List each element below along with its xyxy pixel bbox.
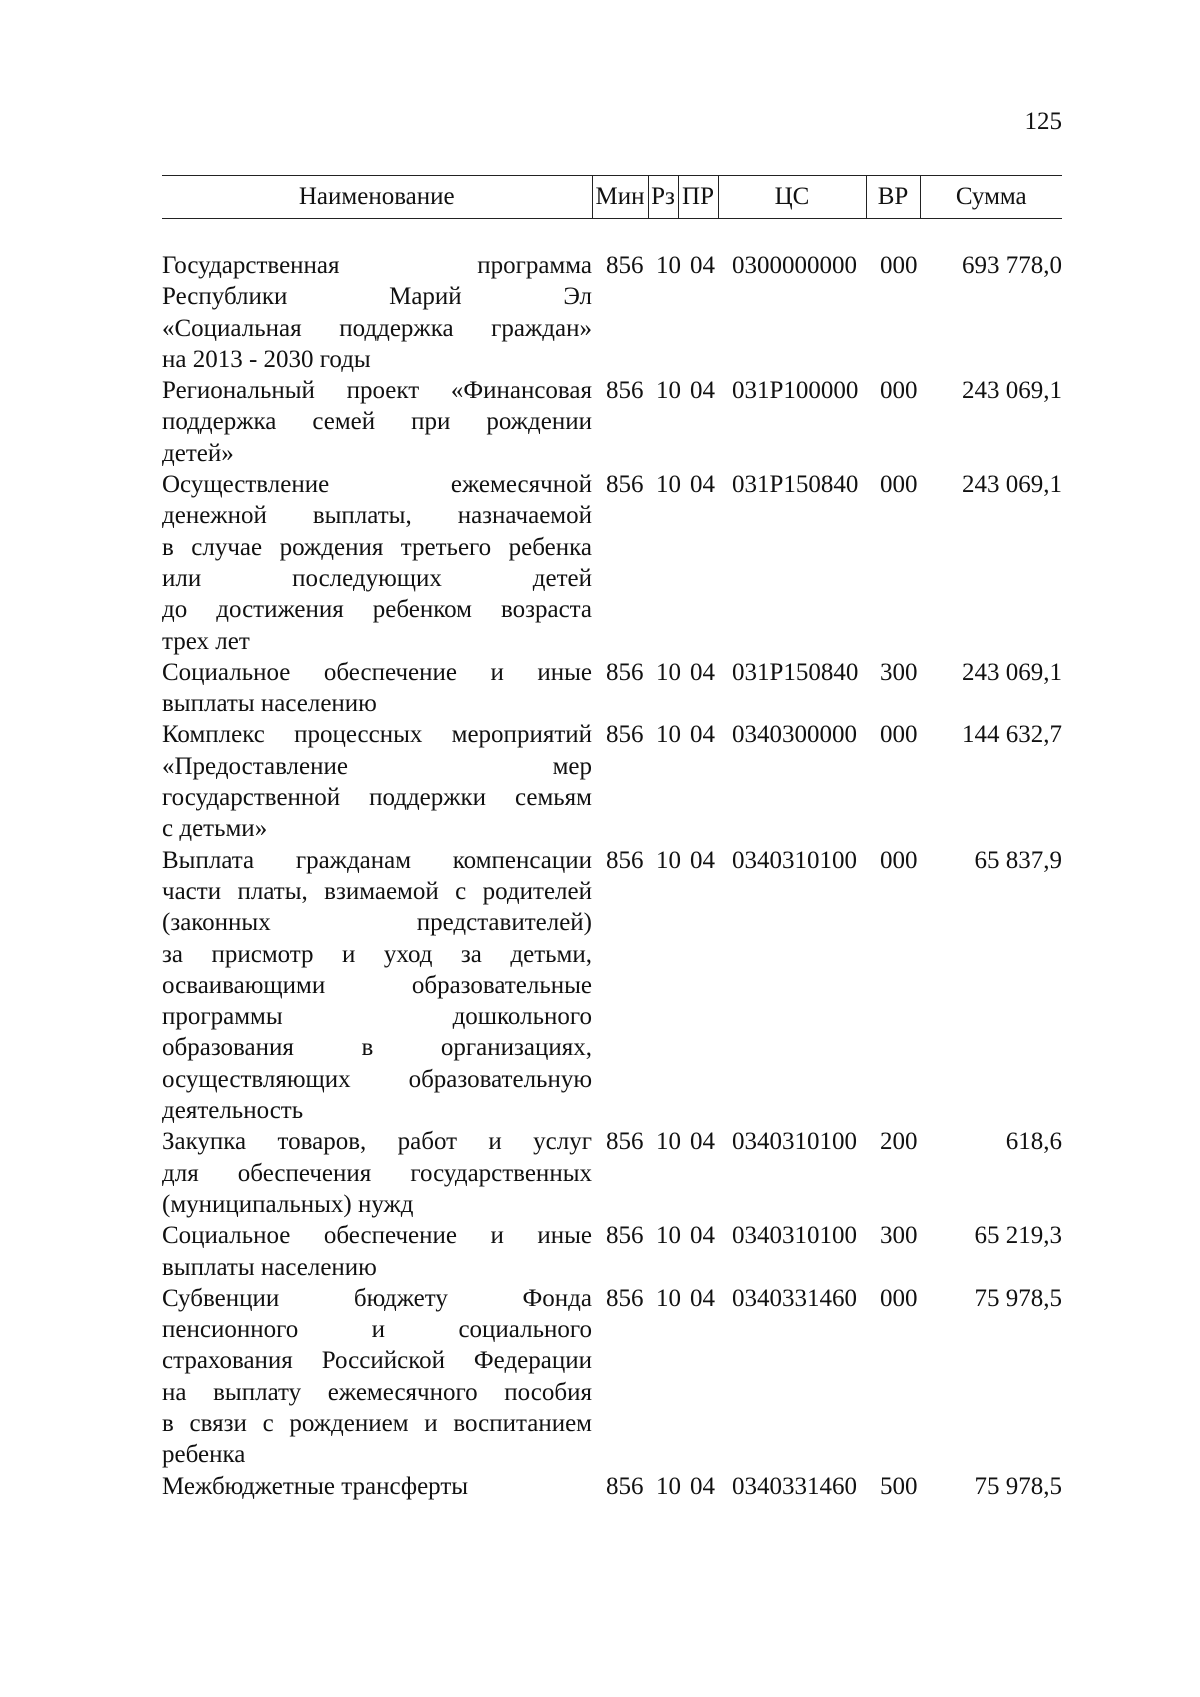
row-name-line: денежной выплаты, назначаемой (162, 502, 592, 530)
row-name (162, 1471, 592, 1502)
header-min: Мин (592, 176, 648, 219)
row-name-line: (муниципальных) нужд (162, 1190, 414, 1218)
row-name-line: программы дошкольного (162, 1003, 592, 1031)
row-sum: 243 069,1 (962, 471, 1062, 499)
table-row (162, 250, 1062, 375)
row-name-line: пенсионного и социального (162, 1316, 592, 1344)
row-cs: 0340310100 (732, 846, 857, 874)
row-name (162, 1283, 592, 1471)
row-name-line: страхования Российской Федерации (162, 1347, 592, 1375)
row-vr: 000 (880, 721, 918, 749)
row-pr: 04 (690, 721, 715, 749)
row-codes (592, 657, 1062, 720)
table-row (162, 1471, 1062, 1502)
row-sum: 75 978,5 (974, 1284, 1062, 1312)
row-codes (592, 1126, 1062, 1220)
row-name-line: в случае рождения третьего ребенка (162, 533, 592, 561)
row-cs: 031P100000 (732, 377, 859, 405)
header-pr: ПР (678, 176, 718, 219)
row-name-line: Государственная программа (162, 252, 592, 279)
row-vr: 500 (880, 1472, 918, 1500)
row-rz: 10 (656, 471, 681, 499)
row-name-line: Социальное обеспечение и иные (162, 658, 592, 686)
row-name-line: Межбюджетные трансферты (162, 1472, 469, 1500)
row-min: 856 (606, 1128, 644, 1156)
table-body (162, 250, 1062, 1502)
row-name-line: Комплекс процессных мероприятий (162, 721, 592, 749)
row-name (162, 375, 592, 469)
row-name-line: «Социальная поддержка граждан» (162, 314, 592, 342)
row-vr: 200 (880, 1128, 918, 1156)
row-name-line: выплаты населению (162, 690, 377, 718)
row-pr: 04 (690, 1222, 715, 1250)
row-sum: 65 837,9 (974, 846, 1062, 874)
row-pr: 04 (690, 658, 715, 686)
row-name (162, 1220, 592, 1283)
row-codes (592, 845, 1062, 1127)
row-name-line: Осуществление ежемесячной (162, 471, 592, 499)
row-pr: 04 (690, 471, 715, 499)
row-name-line: в связи с рождением и воспитанием (162, 1409, 592, 1437)
row-min: 856 (606, 721, 644, 749)
row-name-line: Закупка товаров, работ и услуг (162, 1128, 592, 1156)
row-name-line: Республики Марий Эл (162, 283, 592, 311)
row-name-line: деятельность (162, 1097, 304, 1125)
row-sum: 693 778,0 (962, 252, 1062, 279)
table-row (162, 719, 1062, 844)
row-name-line: «Предоставление мер (162, 752, 592, 780)
row-cs: 0300000000 (732, 252, 857, 279)
row-name-line: на выплату ежемесячного пособия (162, 1378, 592, 1406)
row-rz: 10 (656, 658, 681, 686)
row-name-line: выплаты населению (162, 1253, 377, 1281)
row-codes (592, 1471, 1062, 1502)
row-sum: 243 069,1 (962, 377, 1062, 405)
row-min: 856 (606, 1222, 644, 1250)
table-row (162, 1283, 1062, 1471)
row-vr: 300 (880, 1222, 918, 1250)
row-min: 856 (606, 846, 644, 874)
row-name-line: государственной поддержки семьям (162, 784, 592, 812)
row-sum: 618,6 (1005, 1128, 1062, 1156)
table-row (162, 845, 1062, 1127)
row-name-line: трех лет (162, 627, 250, 655)
row-name-line: Субвенции бюджету Фонда (162, 1284, 592, 1312)
table-header (162, 175, 1062, 219)
row-codes (592, 1220, 1062, 1283)
row-name-line: (законных представителей) (162, 909, 592, 937)
row-name-line: до достижения ребенком возраста (162, 596, 592, 624)
table-row (162, 657, 1062, 720)
table-row (162, 1126, 1062, 1220)
header-name: Наименование (162, 176, 592, 219)
row-vr: 000 (880, 377, 918, 405)
row-name (162, 469, 592, 657)
row-pr: 04 (690, 1284, 715, 1312)
table-row (162, 375, 1062, 469)
row-cs: 0340331460 (732, 1472, 857, 1500)
row-sum: 243 069,1 (962, 658, 1062, 686)
row-name-line: или последующих детей (162, 564, 592, 592)
row-name-line: для обеспечения государственных (162, 1159, 592, 1187)
row-cs: 031P150840 (732, 658, 859, 686)
row-name-line: части платы, взимаемой с родителей (162, 877, 592, 905)
row-cs: 0340310100 (732, 1128, 857, 1156)
row-vr: 000 (880, 471, 918, 499)
row-codes (592, 250, 1062, 375)
row-name-line: с детьми» (162, 815, 268, 843)
row-rz: 10 (656, 1128, 681, 1156)
row-name-line: детей» (162, 439, 234, 467)
row-rz: 10 (656, 1472, 681, 1500)
row-vr: 000 (880, 846, 918, 874)
table-row (162, 469, 1062, 657)
row-vr: 000 (880, 252, 918, 279)
row-rz: 10 (656, 846, 681, 874)
row-cs: 0340331460 (732, 1284, 857, 1312)
row-min: 856 (606, 252, 644, 279)
row-rz: 10 (656, 252, 681, 279)
header-vr: ВР (866, 176, 920, 219)
row-rz: 10 (656, 1284, 681, 1312)
header-cs: ЦС (718, 176, 866, 219)
row-name-line: на 2013 - 2030 годы (162, 345, 371, 373)
header-rz: Рз (648, 176, 678, 219)
row-name-line: Региональный проект «Финансовая (162, 377, 592, 405)
row-rz: 10 (656, 1222, 681, 1250)
row-min: 856 (606, 658, 644, 686)
row-codes (592, 375, 1062, 469)
row-name (162, 845, 592, 1127)
row-rz: 10 (656, 721, 681, 749)
row-name-line: осваивающими образовательные (162, 971, 592, 999)
row-sum: 144 632,7 (962, 721, 1062, 749)
page-number: 125 (1024, 108, 1062, 135)
row-name-line: образования в организациях, (162, 1034, 592, 1062)
row-cs: 031P150840 (732, 471, 859, 499)
row-pr: 04 (690, 1128, 715, 1156)
row-codes (592, 719, 1062, 844)
row-codes (592, 1283, 1062, 1471)
row-name (162, 719, 592, 844)
row-name-line: за присмотр и уход за детьми, (162, 940, 592, 968)
row-min: 856 (606, 1472, 644, 1500)
row-name (162, 657, 592, 720)
row-pr: 04 (690, 377, 715, 405)
row-min: 856 (606, 377, 644, 405)
row-sum: 65 219,3 (974, 1222, 1062, 1250)
row-name-line: Социальное обеспечение и иные (162, 1222, 592, 1250)
row-pr: 04 (690, 846, 715, 874)
row-vr: 300 (880, 658, 918, 686)
table-row (162, 1220, 1062, 1283)
row-name-line: поддержка семей при рождении (162, 408, 592, 436)
row-name (162, 250, 592, 375)
row-vr: 000 (880, 1284, 918, 1312)
row-cs: 0340310100 (732, 1222, 857, 1250)
row-pr: 04 (690, 1472, 715, 1500)
row-name (162, 1126, 592, 1220)
row-min: 856 (606, 471, 644, 499)
header-sum: Сумма (920, 176, 1062, 219)
row-name-line: ребенка (162, 1441, 246, 1469)
row-codes (592, 469, 1062, 657)
row-min: 856 (606, 1284, 644, 1312)
row-name-line: осуществляющих образовательную (162, 1065, 592, 1093)
row-sum: 75 978,5 (974, 1472, 1062, 1500)
row-name-line: Выплата гражданам компенсации (162, 846, 592, 874)
row-pr: 04 (690, 252, 715, 279)
row-rz: 10 (656, 377, 681, 405)
row-cs: 0340300000 (732, 721, 857, 749)
